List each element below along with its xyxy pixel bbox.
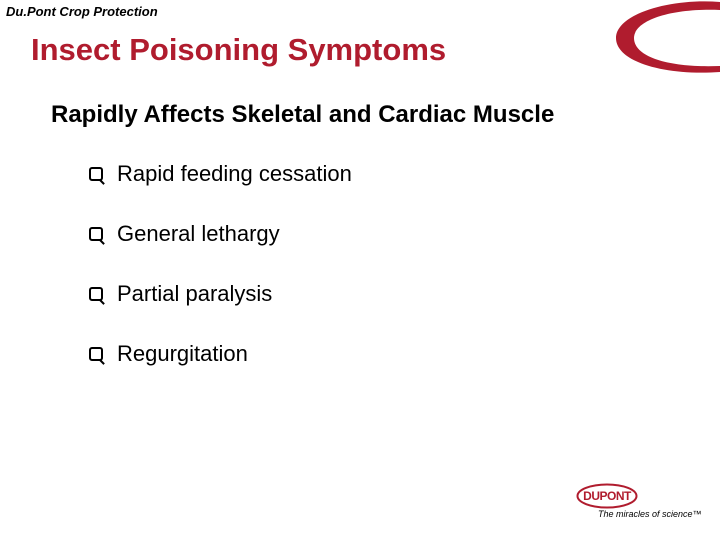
slide-title: Insect Poisoning Symptoms [31,32,447,67]
logo-tagline: The miracles of science™ [598,509,702,519]
bullet-item [89,204,352,264]
bullet-text: Rapid feeding cessation [117,161,352,186]
bullet-item [89,264,352,324]
bullet-item [89,324,352,384]
checkbox-bullet-icon [89,287,103,301]
bullet-text: General lethargy [117,221,280,246]
checkbox-bullet-icon [89,167,103,181]
checkbox-bullet-icon [89,347,103,361]
bullet-text: Partial paralysis [117,281,273,306]
logo-wordmark: DUPONT [583,489,631,503]
company-label: Du.Pont Crop Protection [6,4,158,19]
checkbox-bullet-icon [89,227,103,241]
slide-subtitle: Rapidly Affects Skeletal and Cardiac Muscle [51,101,555,128]
swoosh-graphic [610,0,720,80]
bullet-list [89,144,352,384]
bullet-text: Regurgitation [117,341,248,366]
bullet-item [89,144,352,204]
dupont-oval-logo [576,483,638,509]
